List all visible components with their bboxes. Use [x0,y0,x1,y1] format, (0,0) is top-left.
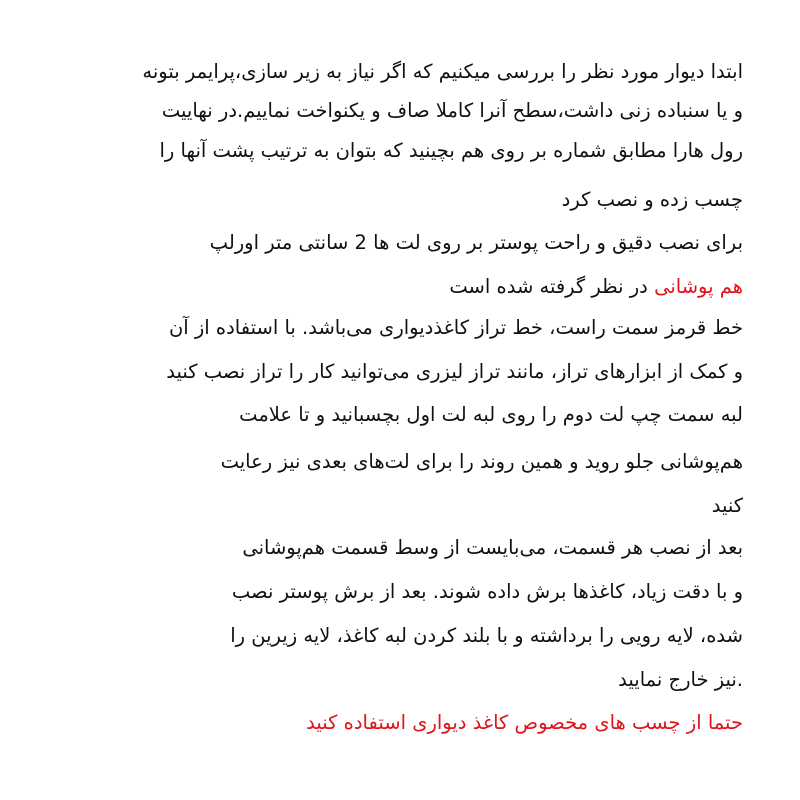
text-line-4: چسب زده و نصب کرد [561,188,743,211]
text-line-15: .نیز خارج نمایید [618,668,743,691]
overlap-highlight: هم پوشانی [654,275,743,298]
text-line-6-rest: در نظر گرفته شده است [449,275,655,298]
text-line-6 [449,272,743,302]
text-line-10: هم‌پوشانی جلو روید و همین روند را برای لت‌های بعدی نیز رعایت [220,450,743,473]
text-line-5: برای نصب دقیق و راحت پوستر بر روی لت ها 2 سانتی متر اورلپ [209,231,743,254]
text-line-11: کنید [711,494,743,517]
text-line-13: و با دقت زیاد، کاغذها برش داده شوند. بعد از برش پوستر نصب [231,580,743,603]
text-line-14: شده، لایه رویی را برداشته و با بلند کردن لبه کاغذ، لایه زیرین را [230,624,743,647]
text-line-12: بعد از نصب هر قسمت، می‌بایست از وسط قسمت هم‌پوشانی [242,536,743,559]
text-line-9: لبه سمت چپ لت دوم را روی لبه لت اول بچسبانید و تا علامت [239,403,743,426]
text-line-3: رول هارا مطابق شماره بر روی هم بچینید که بتوان به ترتیب پشت آنها را [159,139,743,162]
text-line-1: ابتدا دیوار مورد نظر را بررسی میکنیم که اگر نیاز به زیر سازی،پرایمر بتونه [142,60,743,83]
text-line-7: خط قرمز سمت راست، خط تراز کاغذدیواری می‌باشد. با استفاده از آن [168,316,743,339]
text-line-2: و یا سنباده زنی داشت،سطح آنرا کاملا صاف و یکنواخت نماییم.در نهاییت [161,99,743,122]
warning-line: حتما از چسب های مخصوص کاغذ دیواری استفاده کنید [306,711,743,734]
text-line-8: و کمک از ابزارهای تراز، مانند تراز لیزری می‌توانید کار را تراز نصب کنید [166,360,743,383]
